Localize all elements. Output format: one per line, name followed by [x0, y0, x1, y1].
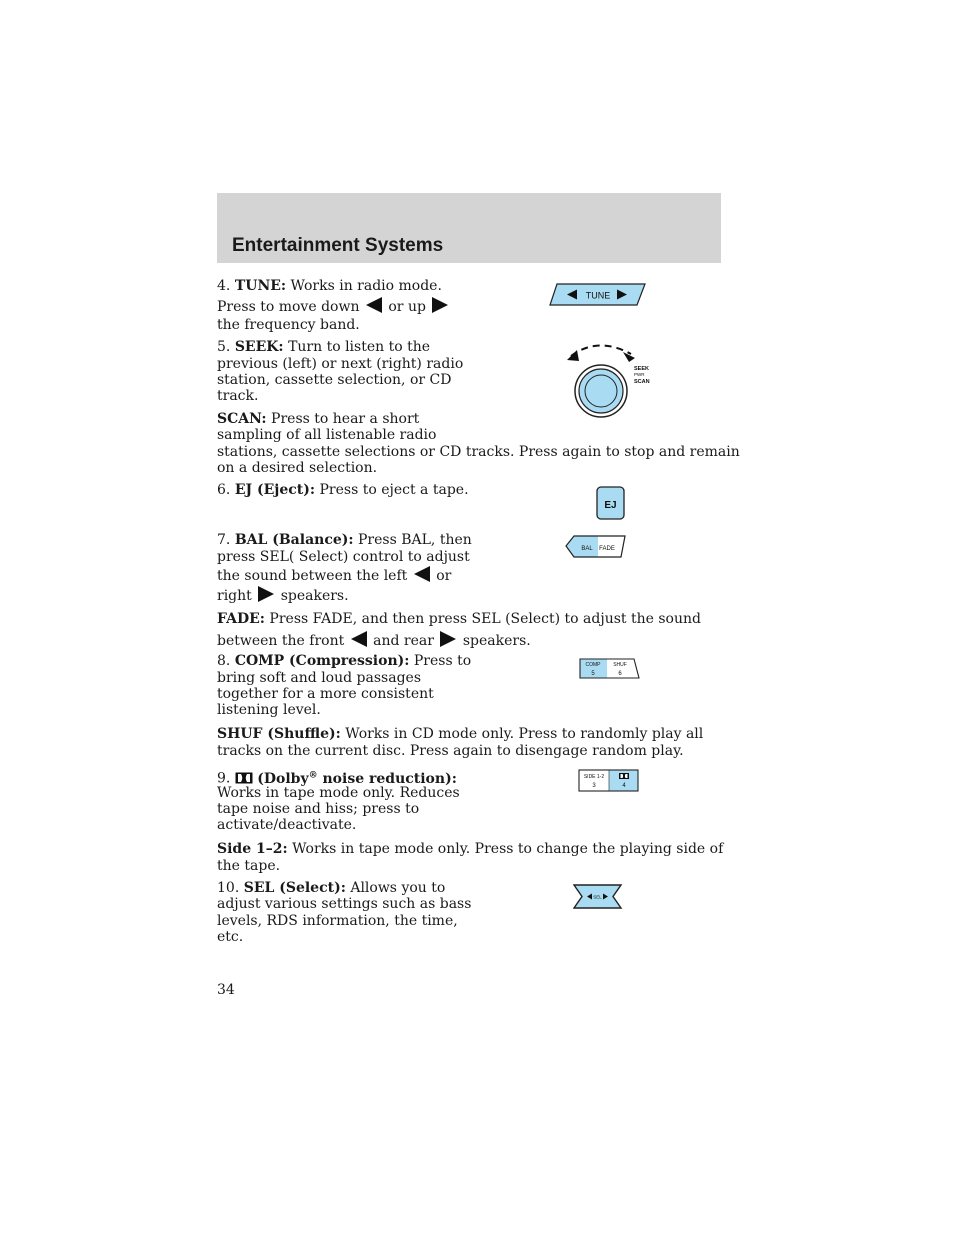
comp-button-label: COMP — [585, 662, 601, 668]
scan-line-1: SCAN: Press to hear a short — [217, 411, 420, 427]
fade-button-label: FADE — [599, 546, 615, 552]
select-button-figure — [573, 884, 623, 914]
dolby-button-number: 4 — [622, 783, 626, 789]
fade-line-2: between the front and rear speakers. — [217, 633, 531, 649]
right-arrow-icon — [432, 297, 448, 313]
seek-line-2: previous (left) or next (right) radio — [217, 356, 464, 372]
comp-button-number: 5 — [591, 671, 595, 677]
seek-line-3: station, cassette selection, or CD — [217, 372, 452, 388]
section-header — [217, 193, 721, 263]
dolby-line-2: Works in tape mode only. Reduces — [217, 785, 460, 801]
dolby-line-1: 9. (Dolby® noise reduction): — [217, 770, 457, 787]
select-line-2: adjust various settings such as bass — [217, 896, 472, 912]
balance-fade-button-figure — [565, 535, 627, 563]
left-arrow-icon — [351, 631, 367, 647]
tune-line-1: 4. TUNE: Works in radio mode. — [217, 278, 442, 294]
side-button-number: 3 — [592, 783, 596, 789]
shuf-button-number: 6 — [618, 671, 622, 677]
knob-label-seek: SEEK — [634, 366, 649, 372]
fade-line-1: FADE: Press FADE, and then press SEL (Select) to adjust the sound — [217, 611, 701, 627]
section-title: Entertainment Systems — [232, 235, 444, 256]
comp-line-1: 8. COMP (Compression): Press to — [217, 653, 472, 669]
balance-button-label: BAL — [581, 546, 593, 552]
tune-label: TUNE: — [234, 278, 287, 294]
right-arrow-icon — [258, 586, 274, 602]
side-line-2: the tape. — [217, 858, 281, 874]
balance-line-2: press SEL( Select) control to adjust — [217, 549, 470, 565]
comp-line-4: listening level. — [217, 702, 321, 718]
side-dolby-button-figure — [578, 769, 640, 797]
comp-label: COMP (Compression): — [234, 653, 410, 669]
dolby-line-3: tape noise and hiss; press to — [217, 801, 420, 817]
page-number: 34 — [217, 982, 235, 998]
scan-line-3: stations, cassette selections or CD tracks. Press again to stop and remain — [217, 444, 740, 460]
tune-button-figure — [549, 283, 649, 311]
tune-button-label: TUNE — [585, 290, 611, 301]
seek-knob-figure — [563, 340, 653, 426]
select-line-1: 10. SEL (Select): Allows you to — [217, 880, 446, 896]
side-button-label: SIDE 1-2 — [583, 774, 605, 780]
select-button-label: SEL — [593, 894, 602, 900]
balance-line-1: 7. BAL (Balance): Press BAL, then — [217, 532, 472, 548]
knob-label-pwr: PWR — [634, 372, 645, 377]
side-label: Side 1–2: — [217, 841, 288, 857]
scan-label: SCAN: — [217, 411, 267, 427]
tune-line-3: the frequency band. — [217, 317, 360, 333]
side-line-1: Side 1–2: Works in tape mode only. Press to change the playing side of — [217, 841, 724, 857]
eject-label: EJ (Eject): — [234, 482, 316, 498]
eject-button-figure — [596, 486, 626, 526]
comp-line-3: together for a more consistent — [217, 686, 434, 702]
knob-label-scan: SCAN — [634, 379, 650, 385]
comp-line-2: bring soft and loud passages — [217, 670, 421, 686]
fade-label: FADE: — [217, 611, 265, 627]
seek-label: SEEK: — [234, 339, 284, 355]
shuf-button-label: SHUF — [613, 662, 627, 668]
scan-line-4: on a desired selection. — [217, 460, 378, 476]
tune-line-2: Press to move down or up — [217, 297, 450, 316]
select-label: SEL (Select): — [243, 880, 346, 896]
select-line-3: levels, RDS information, the time, — [217, 913, 458, 929]
eject-button-label: EJ — [604, 500, 617, 511]
dolby-label: (Dolby® noise reduction): — [257, 770, 457, 787]
seek-line-4: track. — [217, 388, 259, 404]
left-arrow-icon — [414, 566, 430, 582]
scan-line-2: sampling of all listenable radio — [217, 427, 437, 443]
select-line-4: etc. — [217, 929, 244, 945]
balance-label: BAL (Balance): — [234, 532, 354, 548]
left-arrow-icon — [366, 297, 382, 313]
seek-line-1: 5. SEEK: Turn to listen to the — [217, 339, 431, 355]
right-arrow-icon — [440, 631, 456, 647]
balance-line-3: the sound between the left or — [217, 568, 452, 584]
eject-line-1: 6. EJ (Eject): Press to eject a tape. — [217, 482, 469, 498]
comp-shuf-button-figure — [579, 658, 641, 684]
shuffle-label: SHUF (Shuffle): — [217, 726, 341, 742]
shuffle-line-1: SHUF (Shuffle): Works in CD mode only. Press to randomly play all — [217, 726, 704, 742]
shuffle-line-2: tracks on the current disc. Press again to disengage random play. — [217, 743, 684, 759]
dolby-line-4: activate/deactivate. — [217, 817, 357, 833]
balance-line-4: right speakers. — [217, 588, 349, 604]
